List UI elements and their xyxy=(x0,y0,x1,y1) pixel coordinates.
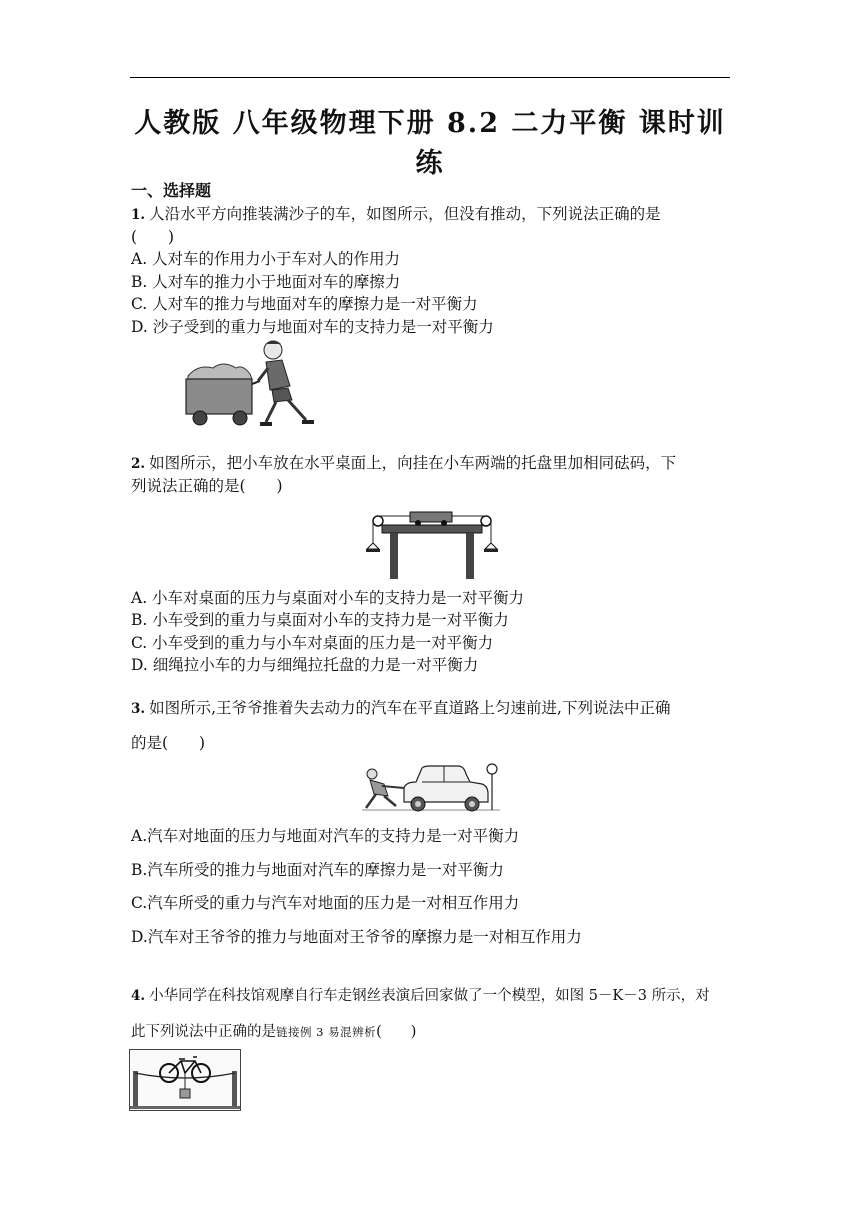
option-d: D. 沙子受到的重力与地面对车的支持力是一对平衡力 xyxy=(131,318,494,336)
option-d: D. 细绳拉小车的力与细绳拉托盘的力是一对平衡力 xyxy=(131,656,479,674)
option-d: D.汽车对王爷爷的推力与地面对王爷爷的摩擦力是一对相互作用力 xyxy=(131,928,582,946)
question-1-stem-cont: ( ) xyxy=(131,228,175,246)
header-rule xyxy=(130,77,730,78)
man-pushing-car-figure xyxy=(360,760,504,816)
question-text: 如图所示，把小车放在水平桌面上，向挂在小车两端的托盘里加相同砝码，下 xyxy=(149,454,677,472)
option-c: C. 人对车的推力与地面对车的摩擦力是一对平衡力 xyxy=(131,295,478,313)
question-4-stem xyxy=(131,986,710,1006)
bicycle-on-wire-figure xyxy=(129,1049,241,1111)
boy-pushing-cart-figure xyxy=(178,334,320,430)
option-a: A. 小车对桌面的压力与桌面对小车的支持力是一对平衡力 xyxy=(131,589,525,607)
question-text: 小华同学在科技馆观摩自行车走钢丝表演后回家做了一个模型，如图 5－K－3 所示，对 xyxy=(149,988,710,1004)
question-number: 3. xyxy=(131,701,146,717)
question-number: 4. xyxy=(131,988,146,1004)
section-heading: 一、选择题 xyxy=(131,181,212,200)
option-b: B. 小车受到的重力与桌面对小车的支持力是一对平衡力 xyxy=(131,611,509,629)
question-1-stem xyxy=(131,204,661,225)
question-text: 如图所示,王爷爷推着失去动力的汽车在平直道路上匀速前进,下列说法中正确 xyxy=(149,699,671,717)
option-a: A. 人对车的作用力小于车对人的作用力 xyxy=(131,250,401,268)
question-3-stem xyxy=(131,698,670,719)
question-4-stem-cont xyxy=(131,1022,416,1042)
question-text: 此下列说法中正确的是 xyxy=(131,1024,276,1040)
answer-bracket: ( ) xyxy=(376,1024,417,1040)
page-title: 人教版 八年级物理下册 8.2 二力平衡 课时训练 xyxy=(134,108,726,179)
question-text: 人沿水平方向推装满沙子的车，如图所示，但没有推动，下列说法正确的是 xyxy=(149,205,661,223)
question-2-stem-cont: 列说法正确的是( ) xyxy=(131,477,283,495)
question-number: 2. xyxy=(131,456,146,472)
question-2-stem xyxy=(131,453,676,474)
option-c: C.汽车所受的重力与汽车对地面的压力是一对相互作用力 xyxy=(131,894,520,912)
question-3-stem-cont: 的是( ) xyxy=(131,734,206,752)
option-b: B. 人对车的推力小于地面对车的摩擦力 xyxy=(131,273,401,291)
option-c: C. 小车受到的重力与小车对桌面的压力是一对平衡力 xyxy=(131,634,494,652)
question-number: 1. xyxy=(131,207,146,223)
option-a: A.汽车对地面的压力与地面对汽车的支持力是一对平衡力 xyxy=(131,827,520,845)
question-tag: 链接例 3 易混辨析 xyxy=(276,1025,377,1039)
option-b: B.汽车所受的推力与地面对汽车的摩擦力是一对平衡力 xyxy=(131,861,504,879)
cart-on-table-figure xyxy=(364,505,500,581)
